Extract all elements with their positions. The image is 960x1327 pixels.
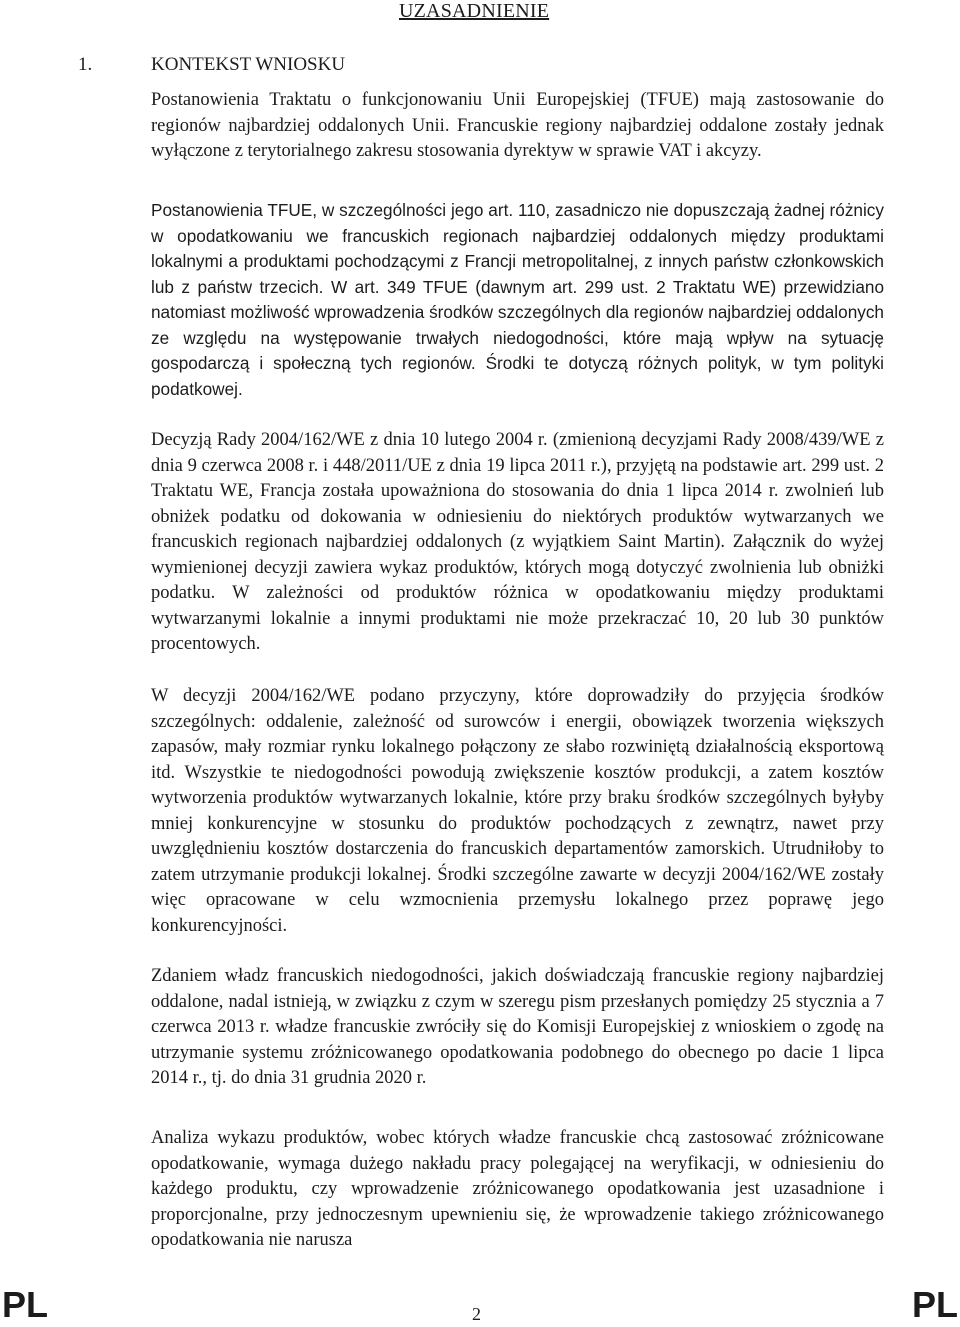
footer-language-right: PL xyxy=(911,1284,958,1325)
paragraph-4: W decyzji 2004/162/WE podano przyczyny, które doprowadziły do przyjęcia środków szczególnych: oddalenie, zależność od surowców i energii, obowiązek tworzenia większych zapasów, mały rozmiar rynku lokalnego połączony ze słabo rozwiniętą działalnością eksportową itd. Wszystkie te niedogodności powodują zwiększenie kosztów produkcji, a zatem kosztów wytworzenia produktów wytwarzanych lokalnie, które przy braku środków szczególnych byłyby mniej konkurencyjne w stosunku do produktów pochodzących z zewnątrz, nawet przy uwzględnieniu kosztów dostarczenia do francuskich departamentów zamorskich. Utrudniłoby to zatem utrzymanie produkcji lokalnej. Środki szczególne zawarte w decyzji 2004/162/WE zostały więc opracowane w celu wzmocnienia przemysłu lokalnego przez poprawę jego konkurencyjności. xyxy=(151,686,884,936)
section-number: 1. xyxy=(78,54,93,75)
paragraph-1: Postanowienia Traktatu o funkcjonowaniu Unii Europejskiej (TFUE) mają zastosowanie do regionów najbardziej oddalonych Unii. Francuskie regiony najbardziej oddalone zostały jednak wyłączone z terytorialnego zakresu stosowania dyrektyw w sprawie VAT i akcyzy. xyxy=(151,90,884,161)
paragraph-6: Analiza wykazu produktów, wobec których władze francuskie chcą zastosować zróżnicowane opodatkowanie, wymaga dużego nakładu pracy polegającej na weryfikacji, w odniesieniu do każdego produktu, czy wprowadzenie zróżnicowanego opodatkowania jest uzasadnione i proporcjonalne, przy jednoczesnym upewnieniu się, że wprowadzenie takiego zróżnicowanego opodatkowania nie narusza xyxy=(151,1128,884,1250)
paragraph-5: Zdaniem władz francuskich niedogodności, jakich doświadczają francuskie regiony najbardziej oddalone, nadal istnieją, w związku z czym w szeregu pism przesłanych pomiędzy 25 stycznia a 7 czerwca 2013 r. władze francuskie zwróciły się do Komisji Europejskiej z wnioskiem o zgodę na utrzymanie systemu zróżnicowanego opodatkowania podobnego do obecnego po dacie 1 lipca 2014 r., tj. do dnia 31 grudnia 2020 r. xyxy=(151,966,884,1088)
section-title-text: KONTEKST WNIOSKU xyxy=(151,54,346,75)
paragraph-2: Postanowienia TFUE, w szczególności jego art. 110, zasadniczo nie dopuszczają żadnej różnicy w opodatkowaniu we francuskich regionach najbardziej oddalonych między produktami lokalnymi a produktami pochodzącymi z Francji metropolitalnej, z innych państw członkowskich lub z państw trzecich. W art. 349 TFUE (dawnym art. 299 ust. 2 Traktatu WE) przewidziano natomiast możliwość wprowadzenia środków szczególnych dla regionów najbardziej oddalonych ze względu na występowanie trwałych niedogodności, które mają wpływ na sytuację gospodarczą i społeczną tych regionów. Środki te dotyczą różnych polityk, w tym polityki podatkowej. xyxy=(151,200,884,399)
paragraph-3: Decyzją Rady 2004/162/WE z dnia 10 lutego 2004 r. (zmienioną decyzjami Rady 2008/439/WE z dnia 9 czerwca 2008 r. i 448/2011/UE z dnia 19 lipca 2011 r.), przyjętą na podstawie art. 299 ust. 2 Traktatu WE, Francja została upoważniona do stosowania do dnia 1 lipca 2014 r. zwolnień lub obniżek podatku od dokowania w odniesieniu do niektórych produktów wytwarzanych we francuskich regionach najbardziej oddalonych (z wyjątkiem Saint Martin). Załącznik do wyżej wymienionej decyzji zawiera wykaz produktów, których mogą dotyczyć zwolnienia lub obniżki podatku. W zależności od produktów różnica w opodatkowaniu między produktami wytwarzanymi lokalnie a innymi produktami nie może przekraczać 10, 20 lub 30 punktów procentowych. xyxy=(151,430,884,654)
document-heading: UZASADNIENIE xyxy=(399,0,550,22)
page-number: 2 xyxy=(472,1304,481,1324)
section-title xyxy=(78,54,345,76)
footer-language-left: PL xyxy=(2,1284,49,1325)
